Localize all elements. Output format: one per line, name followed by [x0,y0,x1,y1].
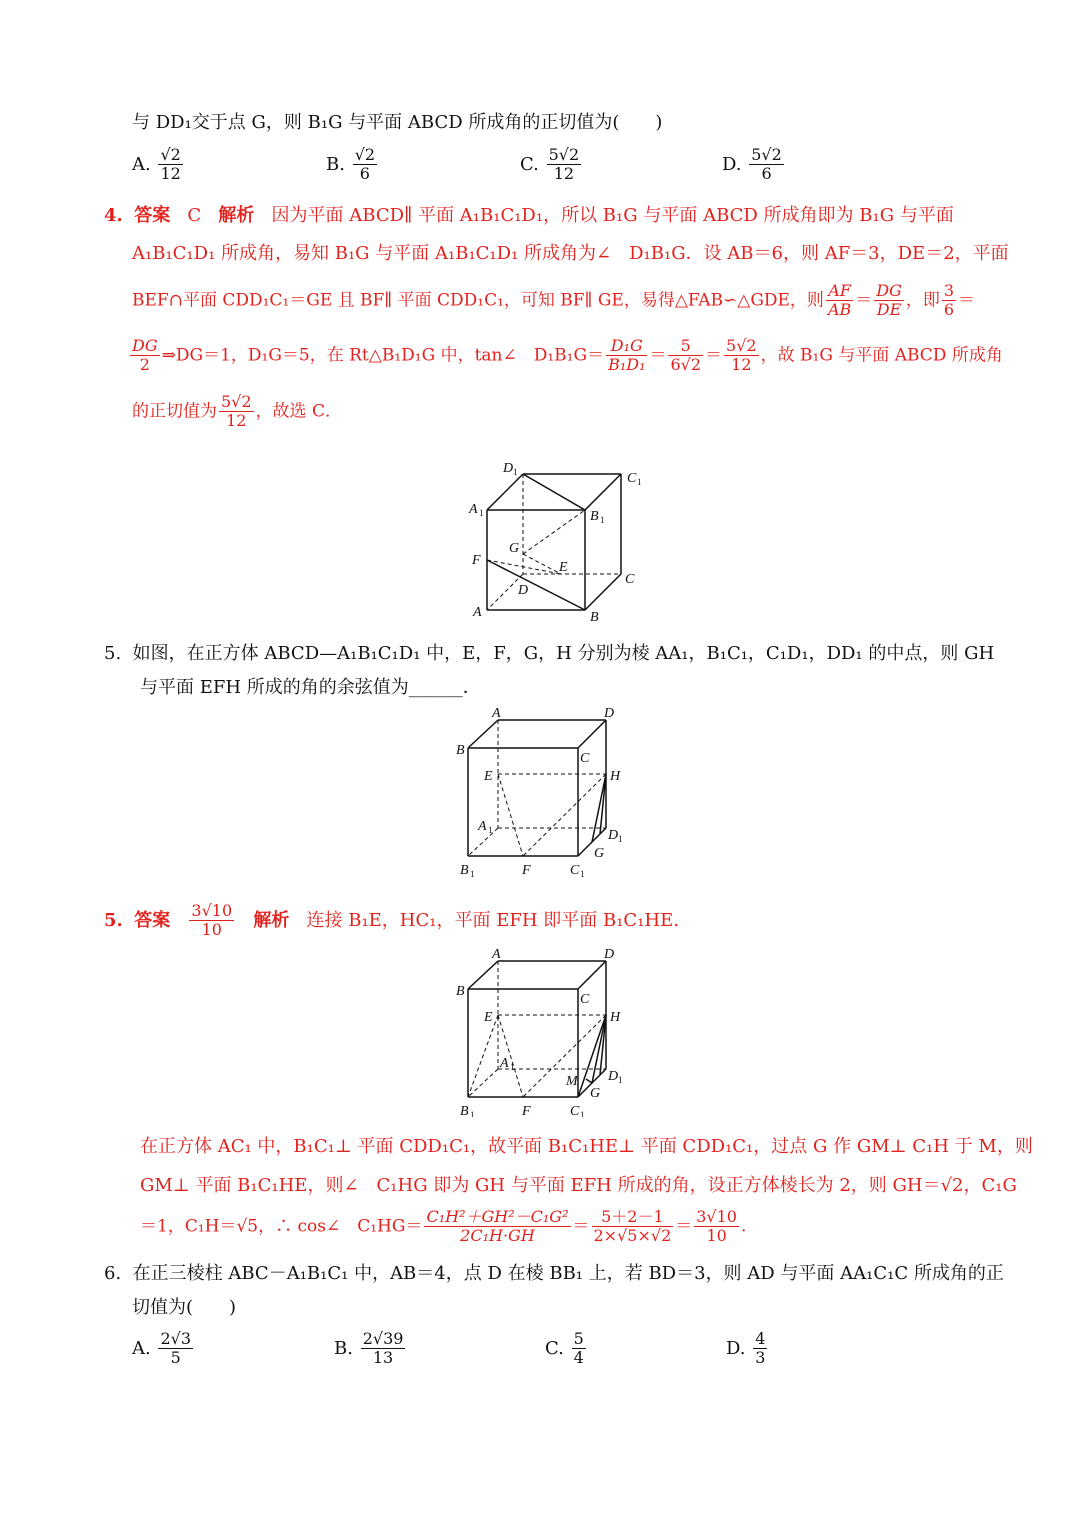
svg-text:1: 1 [479,508,484,518]
figure-cuboid-1 [465,458,665,628]
answer-5-line: 5. 答案 $\frac{3√10}{10}$ 解析 连接 B₁E，HC₁，平面 EFH 即平面 B₁C₁HE. [104,901,679,940]
figure-cube-3 [448,945,648,1117]
fig1-label-C: C [625,572,635,587]
analysis-4-text-5: 的正切值为 $\frac{5√2}{12}$ ，故选 C． [132,392,342,431]
fig1-label-F: F [472,553,481,568]
q3-option-b[interactable]: B. $\frac{√2}{6}$ [326,145,376,184]
fig1-label-D: D [518,583,529,598]
fig3-label-F: F [522,1104,531,1117]
fig1-label-A: A [473,605,482,620]
fig2-label-G: G [594,846,605,861]
q3-option-c[interactable]: C. $\frac{5√2}{12}$ [520,145,580,184]
analysis-5-tag: 解析 [253,909,290,931]
q3-option-d[interactable]: D. $\frac{5√2}{6}$ [722,145,782,184]
fig3-label-A1: A [500,1056,509,1071]
svg-text:1: 1 [618,1075,623,1085]
answer-4-line1 [104,207,954,225]
fig2-label-F: F [522,863,531,878]
svg-text:1: 1 [470,1110,475,1117]
analysis-4-text-2: A₁B₁C₁D₁ 所成角，易知 B₁G 与平面 A₁B₁C₁D₁ 所成角为∠ D₁B₁G．设 AB＝6，则 AF＝3，DE＝2，平面 [132,243,1009,264]
q6-option-c[interactable]: C. $\frac{5}{4}$ [545,1329,584,1368]
fig2-label-A: A [492,706,501,721]
q3-option-a[interactable]: A. $\frac{√2}{12}$ [132,145,181,184]
fig3-label-D: D [604,947,615,962]
fig3-label-B1: B [460,1104,469,1117]
q6-option-d[interactable]: D. $\frac{4}{3}$ [726,1329,766,1368]
q6-option-b[interactable]: B. $\frac{2√39}{13}$ [334,1329,404,1368]
fig3-label-G: G [590,1086,601,1101]
svg-text:1: 1 [470,869,475,878]
analysis-5-text-1: 在正方体 AC₁ 中，B₁C₁⊥ 平面 CDD₁C₁，故平面 B₁C₁HE⊥ 平面 CDD₁C₁，过点 G 作 GM⊥ C₁H 于 M，则 [140,1136,1033,1157]
fig2-label-C1: C [570,863,580,878]
answer-5-tag: 答案 [134,909,171,931]
fig3-label-B: B [456,984,465,999]
answer-4-number: 4. [104,205,123,226]
svg-text:1: 1 [580,1110,585,1117]
answer-4-tag: 答案 [134,205,171,226]
fig3-label-E: E [484,1010,493,1025]
q6-option-a[interactable]: A. $\frac{2√3}{5}$ [132,1329,192,1368]
fig1-label-D1: D [503,461,514,476]
analysis-4-tag: 解析 [218,205,255,226]
fig1-label-B: B [590,610,599,625]
fig3-label-A: A [492,947,501,962]
figure-cube-2 [448,706,648,878]
fig1-label-B1: B [590,509,599,524]
question-6-line1: 6. 在正三棱柱 ABC－A₁B₁C₁ 中，AB＝4，点 D 在棱 BB₁ 上，若 BD＝3，则 AD 与平面 AA₁C₁C 所成角的正 [104,1263,1004,1284]
question-6-line2: 切值为( ) [132,1297,237,1318]
fig1-label-G: G [509,541,520,556]
analysis-4-text-4: $\frac{DG}{2}$ ⇒DG＝1，D₁G＝5，在 Rt△B₁D₁G 中，tan∠ D₁B₁G＝ $\frac{\text{D₁G}}{\text{B₁D₁}}$ ＝ $\frac{5}{6√2}$ ＝ $\frac{5√2}{12}$ ，故 B₁G 与平面 ABCD 所成角 [132,336,1003,375]
fig2-label-B: B [456,743,465,758]
svg-text:1: 1 [618,834,623,844]
svg-text:1: 1 [488,825,493,835]
svg-text:1: 1 [510,1062,515,1072]
fig2-label-A1: A [478,819,487,834]
fig2-label-E: E [484,769,493,784]
analysis-5-text-3: ＝1，C₁H＝√5，∴ cos∠ C₁HG＝ $\frac{\text{C₁H²＋GH²－C₁G²}}{\text{2C₁H·GH}}$ ＝ $\frac{5+2-1}{2\times√5\times√2}$ ＝ $\frac{3√10}{10}$ . [140,1207,747,1246]
svg-text:1: 1 [637,477,642,487]
fig2-label-C: C [580,751,590,766]
q3-stem-tail: 与 DD₁交于点 G，则 B₁G 与平面 ABCD 所成角的正切值为( ) [132,112,663,133]
fig3-label-D1: D [608,1069,619,1084]
svg-text:1: 1 [600,515,605,525]
answer-5-value: $\frac{3√10}{10}$ [191,901,233,940]
fig1-label-C1: C [627,471,637,486]
fig3-label-C1: C [570,1104,580,1117]
analysis-5-text-2: GM⊥ 平面 B₁C₁HE，则∠ C₁HG 即为 GH 与平面 EFH 所成的角，设正方体棱长为 2，则 GH＝√2，C₁G [140,1175,1017,1196]
question-5-line2: 与平面 EFH 所成的角的余弦值为______． [140,677,481,698]
analysis-4-text-3: BEF∩平面 CDD₁C₁＝GE 且 BF∥ 平面 CDD₁C₁，可知 BF∥ GE，易得△FAB∽△GDE，则 $\frac{AF}{AB}$ ＝ $\frac{DG}{DE}$ ，即 $\frac{3}{6}$ ＝ [132,281,976,320]
svg-text:1: 1 [580,869,585,878]
fig1-label-A1: A [469,502,478,517]
fig3-label-H: H [610,1010,621,1025]
fig3-label-M: M [566,1074,578,1089]
fig2-label-B1: B [460,863,469,878]
fig3-label-C: C [580,992,590,1007]
fig2-label-D: D [604,706,615,721]
fig2-label-D1: D [608,828,619,843]
svg-text:1: 1 [513,467,518,477]
question-5-line1: 5. 如图，在正方体 ABCD—A₁B₁C₁D₁ 中，E，F，G，H 分别为棱 AA₁，B₁C₁，C₁D₁，DD₁ 的中点，则 GH [104,643,995,664]
analysis-4-text-1: 因为平面 ABCD∥ 平面 A₁B₁C₁D₁，所以 B₁G 与平面 ABCD 所成角即为 B₁G 与平面 [271,205,954,226]
answer-4-value: C [187,205,202,226]
fig2-label-H: H [610,769,621,784]
fig1-label-E: E [559,560,568,575]
